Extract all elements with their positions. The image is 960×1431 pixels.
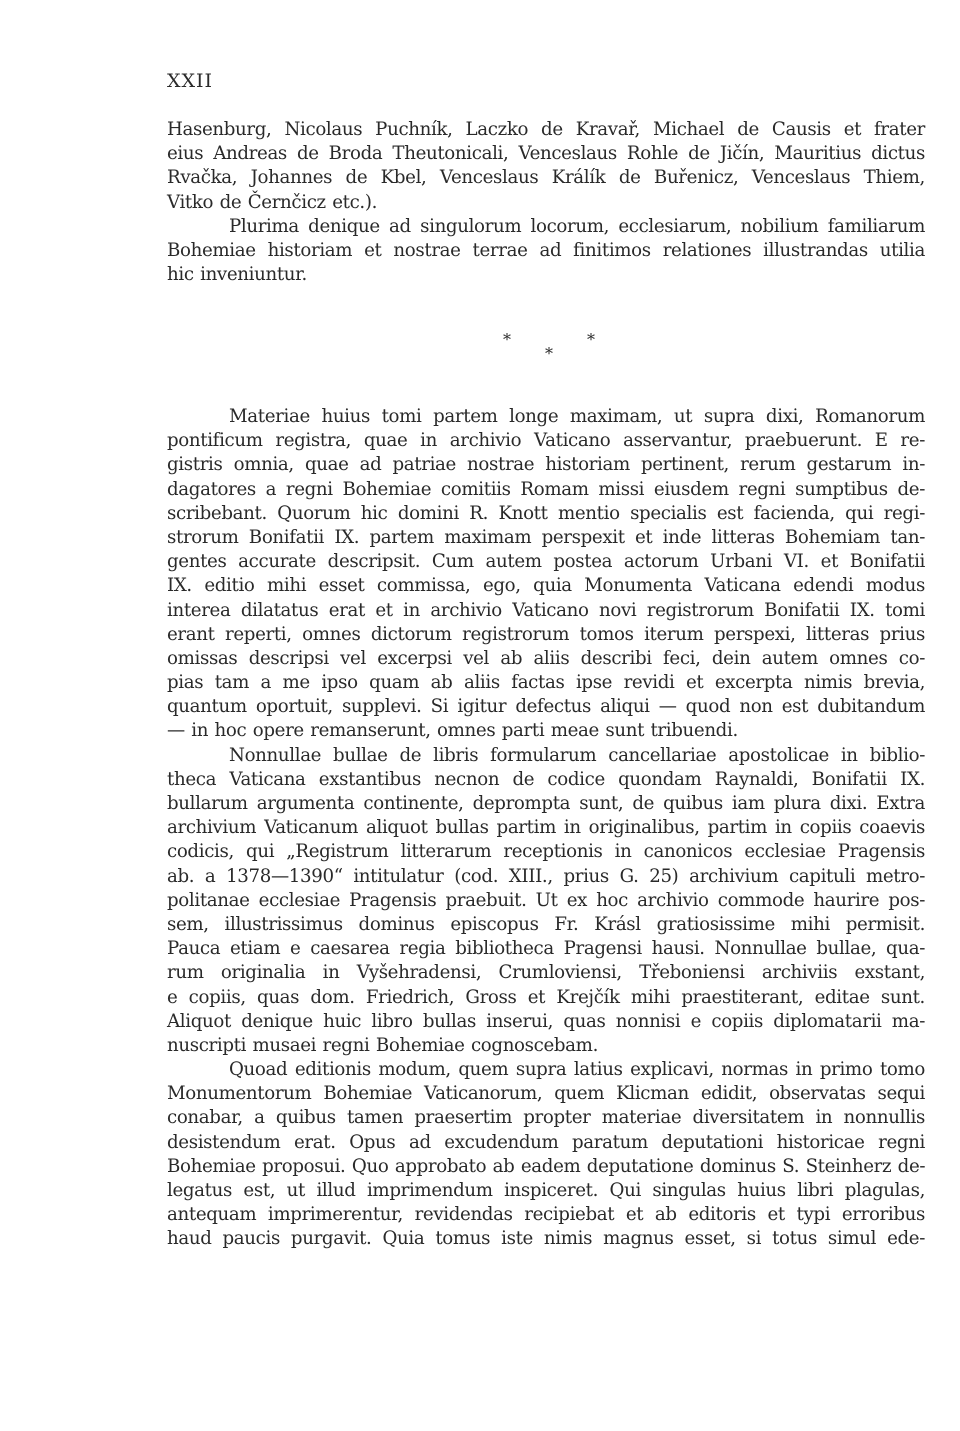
text-line: sem, illustrissimus dominus episcopus Fr. Krásl gratiosissime mihi permisit. [167, 913, 925, 935]
text-line: Plurima denique ad singulorum locorum, ecclesiarum, nobilium familiarum [229, 215, 925, 237]
text-line: gentes accurate descripsit. Cum autem postea actorum Urbani VI. et Bonifatii [167, 551, 925, 573]
text-line: Bohemiae historiam et nostrae terrae ad finitimos relationes illustrandas utilia [167, 239, 925, 261]
text-line: archivium Vaticanum aliquot bullas partim in originalibus, partim in copiis coaevis [167, 817, 925, 839]
text-line: interea dilatatus erat et in archivio Vaticano novi registrorum Bonifatii IX. tomi [167, 599, 925, 621]
text-line: Pauca etiam e caesarea regia bibliotheca Pragensi hausi. Nonnullae bullae, qua- [167, 938, 925, 960]
text-line: Quoad editionis modum, quem supra latius explicavi, normas in primo tomo [229, 1059, 925, 1081]
text-line: ab. a 1378—1390“ intitulatur (cod. XIII., prius G. 25) archivium capituli metro- [167, 865, 925, 887]
text-line: hic inveniuntur. [167, 264, 307, 286]
text-line: antequam imprimerentur, revidendas recipiebat et ab editoris et typi erroribus [167, 1204, 925, 1226]
text-line: codicis, qui „Registrum litterarum receptionis in canonicos ecclesiae Pragensis [167, 841, 925, 863]
asterisk: * [503, 330, 511, 349]
text-line: desistendum erat. Opus ad excudendum paratum deputationi historicae regni [167, 1131, 925, 1153]
text-line: rum originalia in Vyšehradensi, Crumloviensi, Třeboniensi archiviis exstant, [167, 962, 925, 984]
asterism-divider [495, 330, 605, 366]
text-line: legatus est, ut illud imprimendum inspiceret. Qui singulas huius libri plagulas, [167, 1180, 925, 1201]
text-line: bullarum argumenta continente, deprompta sunt, de quibus iam plura dixi. Extra [167, 793, 925, 814]
paragraph-block-2 [167, 405, 925, 1252]
text-line: — in hoc opere remanserunt, omnes parti meae sunt tribuendi. [167, 720, 738, 742]
text-line: nuscripti musaei regni Bohemiae cognoscebam. [167, 1034, 598, 1056]
text-line: theca Vaticana exstantibus necnon de codice quondam Raynaldi, Bonifatii IX. [167, 768, 925, 790]
text-line: omissas descripsi vel excerpsi vel ab aliis describi feci, dein autem omnes co- [167, 647, 925, 669]
text-line: pontificum registra, quae in archivio Vaticano asservantur, praebuerunt. E re- [167, 430, 925, 452]
text-line: dagatores a regni Bohemiae comitiis Romam missi eiusdem regni sumptibus de- [167, 478, 925, 500]
text-line: Bohemiae proposui. Quo approbato ab eadem deputatione dominus S. Steinherz de- [167, 1155, 926, 1177]
text-line: eius Andreas de Broda Theutonicali, Venceslaus Rohle de Jičín, Mauritius dictus [167, 143, 925, 165]
text-line: scribebant. Quorum hic domini R. Knott mentio specialis est facienda, qui regi- [167, 502, 925, 524]
text-line: haud paucis purgavit. Quia tomus iste nimis magnus esset, si totus simul ede- [167, 1228, 925, 1250]
text-line: erant reperti, omnes dictorum registrorum tomos iterum perspexi, litteras prius [167, 623, 925, 645]
asterisk: * [587, 330, 595, 349]
text-line: e copiis, quas dom. Friedrich, Gross et Krejčík mihi praestiterant, editae sunt. [167, 986, 925, 1008]
page-number: XXII [167, 70, 214, 92]
text-line: Aliquot denique huic libro bullas inserui, quas nonnisi e copiis diplomatarii ma- [167, 1010, 925, 1032]
text-line: politanae ecclesiae Pragensis praebuit. Ut ex hoc archivio commode haurire pos- [167, 889, 925, 911]
text-line: Vitko de Černčicz etc.). [167, 191, 378, 213]
text-line: gistris omnia, quae ad patriae nostrae historiam pertinent, rerum gestarum in- [167, 454, 925, 476]
text-line: Hasenburg, Nicolaus Puchník, Laczko de Kravař, Michael de Causis et frater [167, 119, 925, 140]
text-line: Rvačka, Johannes de Kbel, Venceslaus Králík de Buřenicz, Venceslaus Thiem, [167, 167, 925, 189]
text-line: conabar, a quibus tamen praesertim propter materiae diversitatem in nonnullis [167, 1107, 925, 1129]
text-line: Materiae huius tomi partem longe maximam, ut supra dixi, Romanorum [229, 406, 925, 427]
text-line: quantum oportuit, supplevi. Si igitur defectus aliqui — quod non est dubitandum [167, 696, 925, 718]
text-line: pias tam a me ipso quam ab aliis factas ipse revidi et excerpta nimis brevia, [167, 672, 925, 694]
asterisk: * [545, 344, 553, 363]
text-line: Nonnullae bullae de libris formularum cancellariae apostolicae in biblio- [229, 744, 925, 766]
text-line: IX. editio mihi esset commissa, ego, quia Monumenta Vaticana edendi modus [167, 575, 925, 597]
text-line: strorum Bonifatii IX. partem maximam perspexit et inde litteras Bohemiam tan- [167, 526, 925, 548]
paragraph-block-1 [167, 118, 925, 287]
text-line: Monumentorum Bohemiae Vaticanorum, quem Klicman edidit, observatas sequi [167, 1083, 925, 1105]
